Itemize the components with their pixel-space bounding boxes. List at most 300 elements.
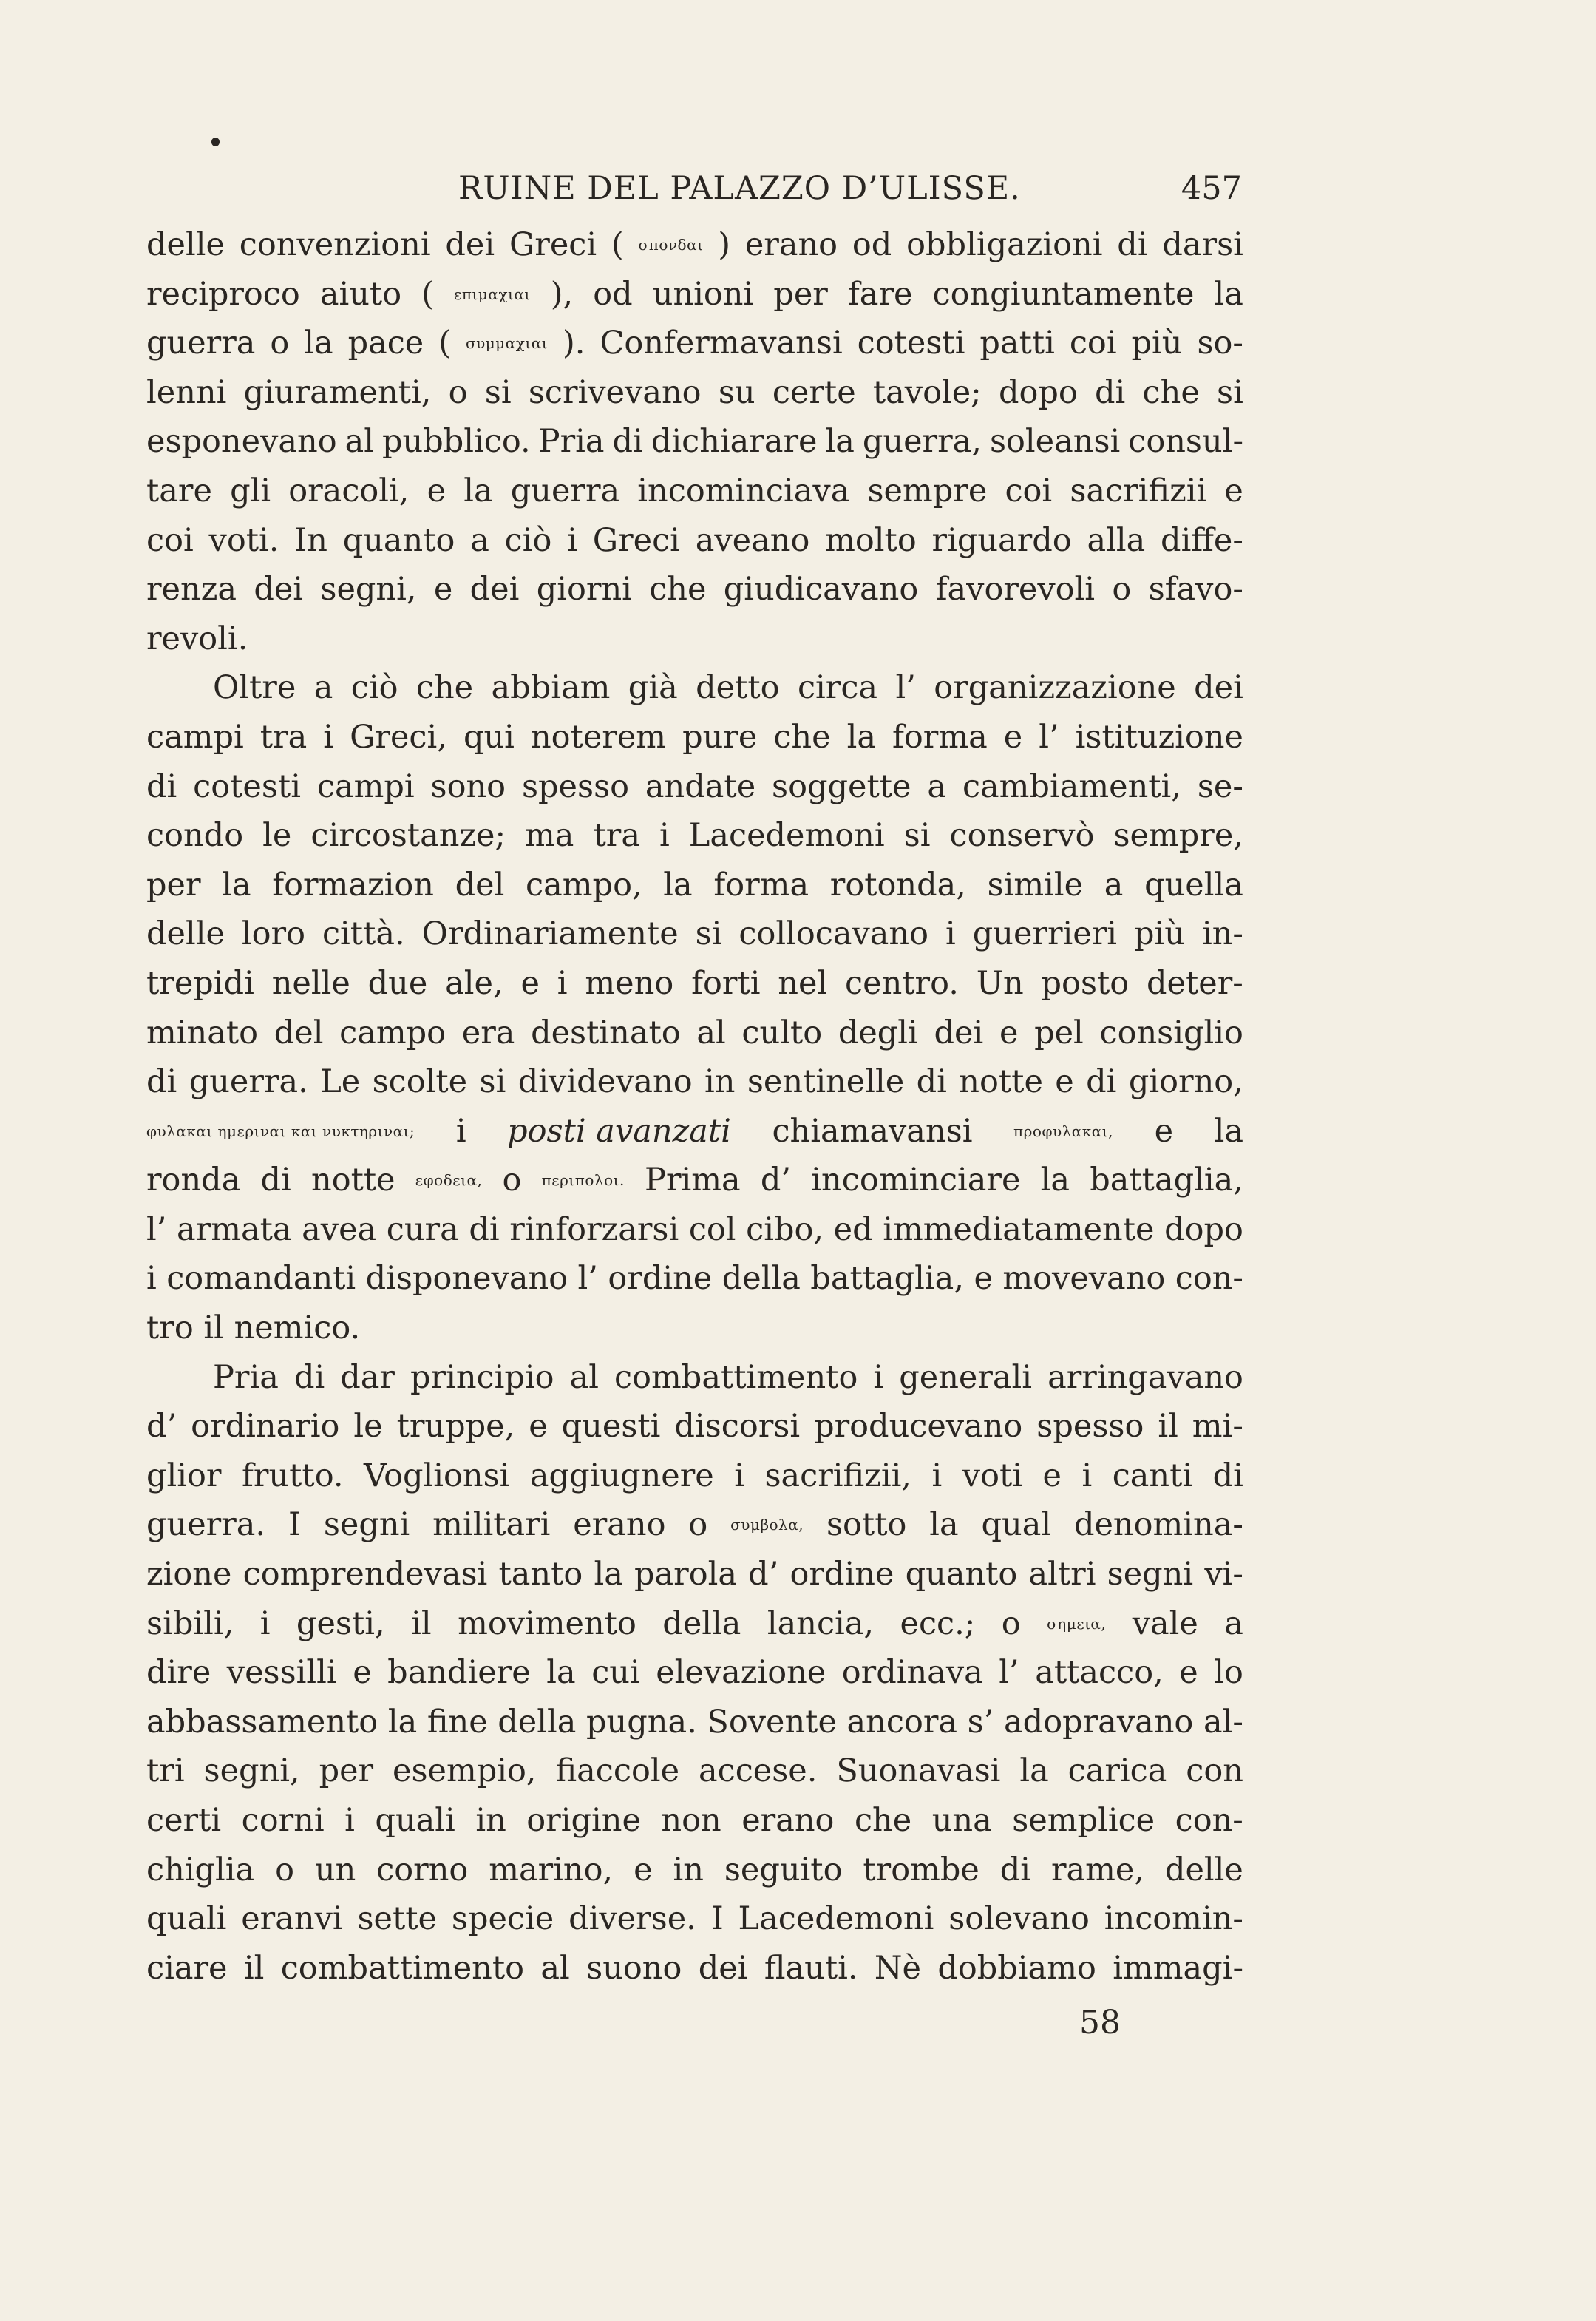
word: o: [1001, 1605, 1021, 1642]
word: reciproco: [146, 275, 300, 313]
word: al-: [1203, 1703, 1243, 1741]
word: armata: [177, 1210, 292, 1248]
word: giudicavano: [723, 571, 919, 609]
word: disponevano: [365, 1260, 568, 1298]
running-title: RUINE DEL PALAZZO D’ULISSE.: [458, 170, 1021, 207]
page-header: [148, 170, 1242, 214]
word: dobbiamo: [937, 1949, 1096, 1987]
text-line: tro il nemico.: [146, 1309, 361, 1347]
word: città.: [322, 915, 405, 953]
word: so-: [1197, 325, 1243, 362]
word: ).: [563, 325, 585, 362]
word: sotto: [826, 1506, 907, 1544]
word: che: [773, 718, 831, 756]
word: e: [353, 1654, 372, 1692]
word: battaglia,: [1090, 1162, 1243, 1199]
word: i: [945, 915, 956, 953]
word: collocavano: [738, 915, 929, 953]
word: notte: [311, 1162, 395, 1199]
word: In: [294, 521, 327, 559]
word: spesso: [521, 768, 630, 805]
word: sette: [357, 1900, 438, 1938]
word: seguito: [724, 1851, 843, 1888]
word: gesti,: [296, 1605, 385, 1642]
word: denomina-: [1073, 1506, 1243, 1544]
text-line: [146, 270, 1243, 319]
word: suono: [586, 1949, 682, 1987]
word: più: [1131, 325, 1183, 362]
word: e: [634, 1851, 653, 1888]
word: minato: [146, 1014, 259, 1051]
word: Confermavansi: [600, 325, 843, 362]
text-line: [146, 713, 1243, 762]
word: quali: [146, 1900, 227, 1938]
word: movimento: [458, 1605, 636, 1642]
word: la: [594, 1556, 623, 1593]
word: e: [1055, 1063, 1074, 1101]
word: ancora: [846, 1703, 958, 1741]
word: di: [1212, 1457, 1243, 1494]
word: pace: [347, 325, 424, 362]
text-line: [146, 1894, 1243, 1944]
word: tare: [146, 472, 212, 509]
word: in: [704, 1063, 736, 1101]
word: a: [1224, 1605, 1243, 1642]
word: oracoli,: [288, 472, 410, 509]
word: di: [146, 768, 177, 805]
word: la: [546, 1654, 576, 1692]
word: con: [1186, 1752, 1243, 1790]
word: spesso: [1036, 1408, 1144, 1446]
word: rotonda,: [829, 866, 966, 904]
text-line: [146, 417, 1243, 467]
word: a: [1104, 866, 1124, 904]
word: avea: [302, 1210, 377, 1248]
word: sono: [430, 768, 506, 805]
word: ): [718, 226, 731, 263]
word: ciare: [146, 1949, 228, 1987]
greek-term: σπονδαι: [638, 236, 704, 254]
word: guerra,: [862, 423, 982, 461]
word: incominciava: [637, 472, 850, 509]
word: posto: [1041, 964, 1130, 1002]
word: combattimento: [614, 1358, 858, 1396]
word: il: [1158, 1408, 1178, 1446]
word: abbiam: [491, 669, 611, 707]
word: le: [262, 817, 292, 855]
word: ed: [833, 1210, 873, 1248]
word: od: [852, 226, 892, 263]
word: Sovente: [707, 1703, 837, 1741]
word: segni: [323, 1506, 410, 1544]
word: obbligazioni: [906, 226, 1103, 263]
word: si: [695, 915, 722, 953]
word: gli: [230, 472, 271, 509]
word: semplice: [1012, 1802, 1155, 1839]
word: battaglia,: [810, 1260, 964, 1298]
word: molto: [825, 521, 917, 559]
word: meno: [585, 964, 674, 1002]
word: di: [146, 1063, 177, 1101]
word: centro.: [845, 964, 959, 1002]
word: destinato: [531, 1014, 681, 1051]
word: (: [611, 226, 624, 263]
word: consul-: [1128, 423, 1243, 461]
word: elevazione: [656, 1654, 826, 1692]
word: l’: [1039, 718, 1059, 756]
word: notte: [959, 1063, 1043, 1101]
word: andate: [645, 768, 756, 805]
word: o: [448, 373, 468, 411]
word: zione: [146, 1556, 232, 1593]
text-line: [146, 1205, 1243, 1255]
word: lenni: [146, 373, 227, 411]
text-line: [146, 1057, 1243, 1107]
word: si: [479, 1063, 506, 1101]
greek-term: συμβολα,: [730, 1516, 804, 1534]
word: erano: [744, 226, 838, 263]
word: delle: [146, 915, 225, 953]
word: dei: [445, 226, 495, 263]
text-line: [146, 1599, 1243, 1649]
word: dei: [698, 1949, 748, 1987]
word: Pria: [213, 1358, 279, 1396]
word: su: [718, 373, 755, 411]
page-number: 457: [1181, 170, 1242, 207]
word: vessilli: [226, 1654, 337, 1692]
word: Ordinariamente: [421, 915, 679, 953]
word: darsi: [1162, 226, 1243, 263]
word: (: [438, 325, 451, 362]
word: ordinario: [191, 1408, 340, 1446]
word: istituzione: [1075, 718, 1243, 756]
word: cambiamenti,: [962, 768, 1181, 805]
word: segni,: [203, 1752, 300, 1790]
word: tra: [259, 718, 308, 756]
word: guerra.: [189, 1063, 308, 1101]
word: truppe,: [396, 1408, 515, 1446]
word: tanto: [498, 1556, 583, 1593]
word: o: [270, 325, 290, 362]
word: dopo: [998, 373, 1078, 411]
word: due: [367, 964, 428, 1002]
word: in: [673, 1851, 704, 1888]
greek-term: επιμαχιαι: [454, 285, 531, 303]
word: e: [1179, 1654, 1198, 1692]
word: la: [1214, 1112, 1243, 1150]
word: Greci: [592, 521, 680, 559]
greek-term: προφυλακαι,: [1013, 1122, 1114, 1140]
body-text: [146, 220, 1243, 1993]
text-line: [146, 467, 1243, 516]
word: sentinelle: [747, 1063, 905, 1101]
word: lo: [1214, 1654, 1243, 1692]
word: o: [688, 1506, 708, 1544]
word: che: [415, 669, 474, 707]
word: di: [1095, 373, 1126, 411]
word: producevano: [814, 1408, 1023, 1446]
word: comandanti: [166, 1260, 356, 1298]
word: d’: [760, 1162, 792, 1199]
word: al: [540, 1949, 570, 1987]
word: sempre,: [1113, 817, 1243, 855]
text-line: [146, 909, 1243, 959]
word: trombe: [863, 1851, 979, 1888]
word: d’: [748, 1556, 779, 1593]
text-line: [146, 1746, 1243, 1796]
word: a: [470, 521, 489, 559]
word: a: [313, 669, 333, 707]
word: trepidi: [146, 964, 254, 1002]
word: noterem: [530, 718, 667, 756]
word: in-: [1201, 915, 1243, 953]
word: la: [387, 1703, 418, 1741]
word: I: [288, 1506, 301, 1544]
word: si: [484, 373, 512, 411]
word: sfavo-: [1148, 571, 1243, 609]
word: tavole;: [872, 373, 982, 411]
word: organizzazione: [934, 669, 1176, 707]
word: od: [593, 275, 633, 313]
text-line: [146, 663, 1243, 713]
word: Prima: [645, 1162, 741, 1199]
word: diverse.: [568, 1900, 696, 1938]
word: Suonavasi: [836, 1752, 1001, 1790]
word: delle: [1164, 1851, 1243, 1888]
word: certi: [146, 1802, 222, 1839]
word: ordine: [789, 1556, 894, 1593]
word: la: [463, 472, 493, 509]
word: dividevano: [517, 1063, 693, 1101]
word: un: [314, 1851, 356, 1888]
word: vi-: [1204, 1556, 1243, 1593]
word: coi: [1005, 472, 1053, 509]
word: erano: [741, 1802, 835, 1839]
greek-term: συμμαχιαι: [465, 334, 549, 353]
word: Oltre: [213, 669, 296, 707]
word: coi: [1069, 325, 1117, 362]
word: dopo: [1164, 1210, 1243, 1248]
text-line: [146, 1156, 1243, 1205]
word: circostanze;: [310, 817, 506, 855]
word: campi: [146, 718, 244, 756]
word: principio: [410, 1358, 554, 1396]
word: era: [461, 1014, 515, 1051]
word: culto: [741, 1014, 823, 1051]
word: consiglio: [1099, 1014, 1243, 1051]
word: al: [696, 1014, 726, 1051]
word: campo,: [526, 866, 642, 904]
signature-mark: 58: [1079, 2004, 1121, 2042]
word: e: [974, 1260, 993, 1298]
text-line: revoli.: [146, 620, 248, 657]
word: e: [1224, 472, 1243, 509]
word: cotesti: [193, 768, 301, 805]
word: segni,: [320, 571, 417, 609]
word: patti: [979, 325, 1055, 362]
word: a: [927, 768, 947, 805]
word: scolte: [372, 1063, 468, 1101]
word: e: [1154, 1112, 1174, 1150]
word: chiamavansi: [772, 1112, 973, 1150]
word: giorno,: [1128, 1063, 1243, 1101]
word: i: [259, 1605, 271, 1642]
word: pubblico.: [381, 423, 531, 461]
greek-term: σημεια,: [1047, 1614, 1107, 1633]
text-line: [146, 1500, 1243, 1550]
word: ),: [550, 275, 574, 313]
word: dei: [254, 571, 304, 609]
word: s’: [967, 1703, 994, 1741]
word: frutto.: [241, 1457, 344, 1494]
word: dei: [1194, 669, 1243, 707]
word: movevano: [1002, 1260, 1166, 1298]
word: e: [1003, 718, 1023, 756]
word: comprendevasi: [242, 1556, 488, 1593]
word: se-: [1197, 768, 1243, 805]
word: formazion: [272, 866, 434, 904]
word: e: [427, 472, 446, 509]
word: questi: [561, 1408, 661, 1446]
word: Greci: [509, 226, 597, 263]
word: glior: [146, 1457, 222, 1494]
word: la: [1019, 1752, 1049, 1790]
word: pugna.: [586, 1703, 697, 1741]
word: di: [260, 1162, 291, 1199]
word: tri: [146, 1752, 185, 1790]
word: ciò: [504, 521, 552, 559]
word: immagi-: [1113, 1949, 1243, 1987]
word: segni: [1107, 1556, 1194, 1593]
word: Nè: [874, 1949, 921, 1987]
word: ordine: [608, 1260, 713, 1298]
word: quanto: [342, 521, 455, 559]
word: combattimento: [280, 1949, 525, 1987]
word: Lacedemoni: [738, 1900, 934, 1938]
word: la: [825, 423, 855, 461]
word: forma: [892, 718, 988, 756]
word: sacrifizii: [1070, 472, 1207, 509]
word: i: [146, 1260, 157, 1298]
word: la: [663, 866, 693, 904]
word: dichiarare: [651, 423, 818, 461]
word: della: [662, 1605, 741, 1642]
word: una: [931, 1802, 992, 1839]
word: i: [557, 964, 568, 1002]
word: vale: [1132, 1605, 1198, 1642]
word: carica: [1067, 1752, 1167, 1790]
word: parola: [634, 1556, 737, 1593]
word: e: [1042, 1457, 1062, 1494]
word: forti: [691, 964, 761, 1002]
word: della: [721, 1260, 801, 1298]
word: che: [854, 1802, 912, 1839]
word: al: [569, 1358, 599, 1396]
word: i: [1081, 1457, 1093, 1494]
text-line: [146, 1944, 1243, 1993]
word: la: [1040, 1162, 1070, 1199]
text-line: [146, 762, 1243, 812]
word: i: [567, 521, 577, 559]
word: scrivevano: [528, 373, 702, 411]
text-line: [146, 1796, 1243, 1846]
text-line: [146, 1451, 1243, 1501]
word: pel: [1034, 1014, 1084, 1051]
word: arringavano: [1047, 1358, 1243, 1396]
word: nel: [778, 964, 828, 1002]
word: qui: [463, 718, 515, 756]
word: la: [1214, 275, 1243, 313]
word: il: [411, 1605, 432, 1642]
word: si: [903, 817, 931, 855]
word: aveano: [695, 521, 810, 559]
word: ronda: [146, 1162, 241, 1199]
greek-term: εφοδεια,: [415, 1171, 483, 1190]
word: militari: [432, 1506, 551, 1544]
greek-term: φυλακαι ημεριναι και νυκτηριναι;: [146, 1122, 415, 1140]
word: giuramenti,: [243, 373, 432, 411]
word: ale,: [445, 964, 503, 1002]
word: renza: [146, 571, 237, 609]
word: altri: [1028, 1556, 1096, 1593]
word: alla: [1087, 521, 1146, 559]
word: i: [659, 817, 670, 855]
word: sempre: [867, 472, 988, 509]
word: Pria: [538, 423, 605, 461]
word: dei: [469, 571, 520, 609]
text-line: [146, 1698, 1243, 1747]
word: campi: [316, 768, 415, 805]
word: i: [455, 1112, 466, 1150]
word: Lacedemoni: [688, 817, 885, 855]
word: la: [846, 718, 876, 756]
word: adopravano: [1004, 1703, 1194, 1741]
word: o: [275, 1851, 294, 1888]
word: d’: [146, 1408, 177, 1446]
word: detto: [696, 669, 780, 707]
word: la: [304, 325, 333, 362]
word: si: [1217, 373, 1243, 411]
word: il: [243, 1949, 265, 1987]
word: di: [1086, 1063, 1117, 1101]
word: rinforzarsi: [509, 1210, 679, 1248]
word: i: [344, 1802, 355, 1839]
word: ecc.;: [900, 1605, 976, 1642]
word: i: [931, 1457, 943, 1494]
word: specie: [451, 1900, 554, 1938]
word: aggiugnere: [529, 1457, 714, 1494]
word: sibili,: [146, 1605, 234, 1642]
word: già: [628, 669, 678, 707]
word: cotesti: [857, 325, 965, 362]
text-line: [146, 516, 1243, 566]
word: forma: [713, 866, 809, 904]
greek-term: περιπολοι.: [541, 1171, 625, 1190]
word: esponevano: [146, 423, 337, 461]
text-line: [146, 1648, 1243, 1698]
text-line: [146, 861, 1243, 910]
word: quella: [1144, 866, 1243, 904]
word: rame,: [1050, 1851, 1145, 1888]
word: di: [469, 1210, 500, 1248]
word: fare: [847, 275, 913, 313]
word: campo: [339, 1014, 446, 1051]
text-line: [146, 1254, 1243, 1304]
word: I: [710, 1900, 724, 1938]
word: pure: [682, 718, 758, 756]
word: ciò: [350, 669, 398, 707]
word: soggette: [772, 768, 911, 805]
